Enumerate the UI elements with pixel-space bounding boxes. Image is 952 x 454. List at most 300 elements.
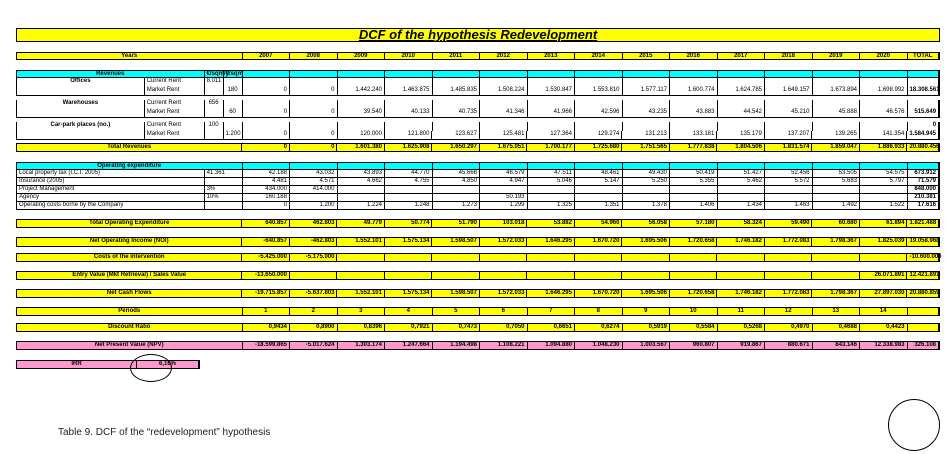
year-cell: 41.346 bbox=[480, 109, 528, 117]
year-cell bbox=[575, 254, 623, 261]
blank bbox=[205, 87, 224, 95]
year-cell bbox=[813, 100, 861, 109]
year-cell bbox=[718, 100, 766, 109]
year-cell: 1.600.774 bbox=[670, 87, 718, 95]
year-cell bbox=[813, 186, 861, 193]
year-cell: 1.552.101 bbox=[337, 238, 385, 246]
year-cell: 1.650.297 bbox=[432, 144, 480, 151]
year-cell: 1.247.664 bbox=[385, 342, 433, 349]
total-cell: 20.880.859 bbox=[909, 290, 940, 296]
year-cell: 43.893 bbox=[338, 170, 386, 177]
year-cell: 1.463.875 bbox=[385, 87, 433, 95]
year-cell bbox=[432, 272, 480, 279]
year-cell bbox=[337, 272, 385, 279]
years-label: Years bbox=[17, 53, 243, 59]
discount-cell: 0,7473 bbox=[433, 324, 481, 331]
year-cell: 45.888 bbox=[813, 109, 861, 117]
year-cell bbox=[860, 100, 908, 109]
year-cell: 5.147 bbox=[575, 178, 623, 185]
year-cell bbox=[670, 71, 718, 77]
rent-type: Current Rent bbox=[145, 122, 205, 131]
year-cell: 1.751.565 bbox=[622, 144, 670, 151]
year-cell bbox=[718, 122, 766, 131]
year-cell: 141.354 bbox=[860, 131, 907, 139]
year-cell: 1.303.174 bbox=[338, 342, 386, 349]
year-cell: 1.406 bbox=[670, 202, 718, 209]
irr-row bbox=[16, 360, 200, 369]
cashflow-row bbox=[16, 289, 940, 298]
year-cell: 46.576 bbox=[860, 109, 908, 117]
year-cell: 1.746.182 bbox=[717, 290, 765, 297]
year-cell: 60.680 bbox=[812, 220, 860, 227]
year-cell bbox=[433, 78, 481, 87]
year-cell bbox=[575, 100, 623, 109]
year-header: 2014 bbox=[575, 53, 623, 59]
offices-market bbox=[16, 87, 940, 96]
year-cell: 1.772.083 bbox=[765, 238, 813, 246]
year-cell bbox=[623, 122, 671, 131]
year-cell: 1.299 bbox=[480, 202, 528, 209]
year-cell: 4.850 bbox=[433, 178, 481, 185]
year-cell bbox=[480, 163, 528, 169]
year-cell: 131.213 bbox=[622, 131, 669, 139]
table-caption: Table 9. DCF of the “redevelopment” hypothesis bbox=[58, 427, 271, 438]
row-label: Operating costs borne by the Company bbox=[17, 202, 205, 209]
year-cell: 40.133 bbox=[385, 109, 433, 117]
year-header: 2019 bbox=[813, 53, 861, 59]
discount-cell: 0,7050 bbox=[480, 324, 528, 331]
year-cell: 129.274 bbox=[575, 131, 622, 139]
year-cell bbox=[480, 272, 528, 279]
warehouses-label: Warehouses bbox=[17, 100, 145, 109]
section-label: Operating expenditure bbox=[17, 163, 243, 169]
year-cell: 1.485.835 bbox=[433, 87, 481, 95]
year-cell: 45.210 bbox=[765, 109, 813, 117]
year-cell: 53.882 bbox=[527, 220, 575, 227]
discount-cell: 0,8900 bbox=[290, 324, 338, 331]
year-header: 2012 bbox=[480, 53, 528, 59]
year-cell: 120.000 bbox=[338, 131, 385, 139]
year-cell: 1.831.574 bbox=[765, 144, 813, 151]
year-cell: 56.058 bbox=[622, 220, 670, 227]
total-cell: 848.000 bbox=[908, 186, 940, 193]
year-cell bbox=[243, 100, 291, 109]
year-cell bbox=[860, 186, 908, 193]
year-cell: 123.627 bbox=[432, 131, 479, 139]
year-cell: 5.046 bbox=[528, 178, 576, 185]
period-cell: 1 bbox=[243, 308, 291, 315]
year-cell: 47.511 bbox=[528, 170, 576, 177]
year-cell bbox=[813, 194, 861, 201]
year-cell bbox=[243, 78, 291, 87]
unit-col: €/sqm/y bbox=[206, 71, 229, 77]
year-cell: 49.430 bbox=[623, 170, 671, 177]
rent-value: 60 bbox=[224, 109, 243, 117]
year-cell bbox=[860, 71, 908, 77]
year-cell: 462.803 bbox=[290, 220, 338, 227]
year-cell: 133.181 bbox=[670, 131, 717, 139]
year-cell: 1.577.117 bbox=[623, 87, 671, 95]
blank bbox=[17, 131, 145, 139]
year-cell: 4.571 bbox=[290, 178, 338, 185]
year-cell: 1.575.134 bbox=[385, 290, 433, 297]
year-cell bbox=[622, 272, 670, 279]
year-cell: 1.624.785 bbox=[718, 87, 766, 95]
year-cell bbox=[575, 194, 623, 201]
year-cell: 1.700.177 bbox=[527, 144, 575, 151]
year-cell: 59.490 bbox=[765, 220, 813, 227]
npv-highlight-circle bbox=[888, 399, 940, 451]
entry-row bbox=[16, 271, 940, 280]
year-cell bbox=[432, 254, 480, 261]
year-cell: 1.598.507 bbox=[432, 238, 480, 246]
year-cell bbox=[575, 71, 623, 77]
rent-type: Market Rent bbox=[145, 87, 205, 95]
year-cell bbox=[670, 163, 718, 169]
year-cell bbox=[765, 122, 813, 131]
blank bbox=[17, 109, 145, 117]
opex-row bbox=[16, 178, 940, 186]
year-cell: 49.779 bbox=[337, 220, 385, 227]
year-cell: 0 bbox=[243, 87, 291, 95]
row-label: Discount Ratio bbox=[17, 324, 243, 331]
discount-cell: 0,5268 bbox=[718, 324, 766, 331]
discount-row bbox=[16, 323, 940, 332]
year-cell: 1.572.033 bbox=[480, 238, 528, 246]
year-cell: 53.505 bbox=[813, 170, 861, 177]
row-label: Total Revenues bbox=[17, 144, 242, 151]
year-header: 2017 bbox=[718, 53, 766, 59]
year-cell bbox=[480, 78, 528, 87]
period-cell: 12 bbox=[765, 308, 813, 315]
year-cell: 0 bbox=[290, 87, 338, 95]
year-cell: 1.695.506 bbox=[622, 290, 670, 297]
year-cell: 44.770 bbox=[385, 170, 433, 177]
year-cell bbox=[765, 254, 813, 261]
year-cell: 139.265 bbox=[812, 131, 859, 139]
year-cell bbox=[433, 122, 481, 131]
year-cell bbox=[528, 71, 576, 77]
opex-row bbox=[16, 170, 940, 178]
row-label: Net Cash Flows bbox=[17, 290, 242, 297]
year-cell bbox=[860, 163, 908, 169]
blank bbox=[908, 308, 940, 315]
year-cell: 4.947 bbox=[480, 178, 528, 185]
year-cell bbox=[765, 163, 813, 169]
year-cell bbox=[528, 163, 576, 169]
year-cell bbox=[670, 186, 718, 193]
year-cell: -462.803 bbox=[290, 238, 338, 246]
discount-cell: 0,4688 bbox=[813, 324, 861, 331]
year-cell: 121.800 bbox=[385, 131, 432, 139]
year-cell bbox=[718, 78, 766, 87]
total-cell: 18.308.561 bbox=[909, 87, 940, 93]
year-cell: 1.720.658 bbox=[670, 290, 718, 297]
discount-cell: 0,6651 bbox=[528, 324, 576, 331]
total-cell bbox=[908, 78, 940, 87]
year-cell bbox=[480, 254, 528, 261]
year-cell bbox=[385, 254, 433, 261]
year-cell: 12.338.983 bbox=[860, 342, 908, 349]
year-cell: 125.481 bbox=[480, 131, 527, 139]
warehouses-current bbox=[16, 100, 940, 109]
pct-cell bbox=[205, 178, 243, 185]
year-cell bbox=[765, 186, 813, 193]
carpark-current bbox=[16, 122, 940, 131]
total-cell: 0 bbox=[908, 122, 940, 131]
year-cell: 1.649.157 bbox=[765, 87, 813, 95]
year-cell: 1.772.083 bbox=[765, 290, 813, 297]
year-cell: 1.646.295 bbox=[527, 290, 575, 297]
year-cell bbox=[290, 100, 338, 109]
year-cell: 1.108.221 bbox=[480, 342, 528, 349]
year-cell bbox=[575, 272, 623, 279]
pct-cell bbox=[205, 202, 243, 209]
year-cell bbox=[290, 71, 338, 77]
year-cell: 1.598.507 bbox=[432, 290, 480, 297]
year-cell: 1.553.810 bbox=[575, 87, 623, 95]
carpark-label: Car-park places (no.) bbox=[17, 122, 145, 131]
total-cell: 326.108 bbox=[908, 342, 940, 349]
blank bbox=[224, 122, 243, 131]
year-cell: 1.463 bbox=[765, 202, 813, 209]
total-cell: 210.381 bbox=[908, 194, 940, 201]
year-cell: 1.673.894 bbox=[813, 87, 861, 95]
year-cell bbox=[385, 122, 433, 131]
year-cell: 39.540 bbox=[338, 109, 386, 117]
year-header: 2016 bbox=[670, 53, 718, 59]
year-cell: 5.683 bbox=[813, 178, 861, 185]
year-cell: 45.666 bbox=[433, 170, 481, 177]
year-cell bbox=[338, 122, 386, 131]
year-cell: 0 bbox=[243, 202, 291, 209]
year-cell: -5.175.000 bbox=[290, 254, 338, 261]
year-cell bbox=[290, 122, 338, 131]
year-cell bbox=[812, 254, 860, 261]
blank bbox=[224, 78, 243, 87]
year-cell: 1.675.051 bbox=[480, 144, 528, 151]
year-cell bbox=[623, 163, 671, 169]
total-cell bbox=[908, 163, 940, 169]
npv-row bbox=[16, 341, 940, 350]
year-cell: 1.273 bbox=[433, 202, 481, 209]
year-cell: 1.825.039 bbox=[860, 238, 908, 246]
noi-row bbox=[16, 237, 940, 247]
total-header: TOTAL bbox=[908, 53, 940, 59]
total-cell: 71.579 bbox=[908, 178, 940, 185]
year-cell: 1.442.240 bbox=[338, 87, 386, 95]
year-cell bbox=[385, 186, 433, 193]
year-cell: 44.542 bbox=[718, 109, 766, 117]
year-cell: 1.224 bbox=[338, 202, 386, 209]
year-cell: 52.456 bbox=[765, 170, 813, 177]
year-cell: 50.419 bbox=[670, 170, 718, 177]
year-cell: 1.670.720 bbox=[575, 238, 623, 246]
year-cell bbox=[765, 71, 813, 77]
total-cell: 673.912 bbox=[908, 170, 940, 177]
year-cell: 1.886.933 bbox=[860, 144, 908, 151]
year-cell bbox=[433, 71, 481, 77]
year-cell bbox=[338, 163, 386, 169]
year-cell: 1.777.838 bbox=[670, 144, 718, 151]
year-cell bbox=[338, 186, 386, 193]
rent-value: 1.200 bbox=[225, 131, 241, 137]
year-cell: 5.355 bbox=[670, 178, 718, 185]
year-cell bbox=[385, 78, 433, 87]
irr-label: IRR bbox=[17, 361, 137, 368]
year-cell bbox=[813, 163, 861, 169]
year-cell bbox=[813, 122, 861, 131]
rent-type: Current Rent bbox=[145, 100, 205, 109]
year-cell bbox=[433, 100, 481, 109]
row-label: Net Present Value (NPV) bbox=[17, 342, 243, 349]
year-cell: 103.018 bbox=[480, 220, 528, 227]
period-cell: 13 bbox=[813, 308, 861, 315]
year-cell: 135.179 bbox=[717, 131, 764, 139]
year-cell bbox=[670, 194, 718, 201]
year-cell: 51.790 bbox=[432, 220, 480, 227]
year-header: 2009 bbox=[338, 53, 386, 59]
year-cell bbox=[575, 122, 623, 131]
year-cell: 4.755 bbox=[385, 178, 433, 185]
year-cell: 1.552.101 bbox=[337, 290, 385, 297]
year-cell bbox=[622, 254, 670, 261]
year-cell bbox=[718, 71, 766, 77]
discount-cell: 0,4423 bbox=[860, 324, 908, 331]
period-cell: 2 bbox=[290, 308, 338, 315]
year-cell bbox=[623, 100, 671, 109]
year-cell: 42.188 bbox=[243, 170, 291, 177]
year-header: 2015 bbox=[623, 53, 671, 59]
total-cell: 1.584.945 bbox=[907, 131, 939, 139]
year-cell: 0 bbox=[243, 109, 291, 117]
year-cell: 0 bbox=[242, 144, 290, 151]
sqm-value: 8.011 bbox=[205, 78, 224, 87]
year-cell: 1.492 bbox=[813, 202, 861, 209]
year-cell bbox=[528, 186, 576, 193]
pct-cell: 3% bbox=[205, 186, 243, 193]
year-cell: 1.575.134 bbox=[385, 238, 433, 246]
year-cell bbox=[338, 78, 386, 87]
year-cell: 1.601.380 bbox=[337, 144, 385, 151]
total-cell: -10.600.000 bbox=[909, 254, 942, 260]
year-cell bbox=[860, 194, 908, 201]
year-cell: 1.094.880 bbox=[528, 342, 576, 349]
year-header: 2008 bbox=[290, 53, 338, 59]
year-cell bbox=[670, 254, 718, 261]
year-cell: 1.859.047 bbox=[812, 144, 860, 151]
irr-value: 6,16% bbox=[137, 361, 199, 368]
period-cell: 9 bbox=[623, 308, 671, 315]
period-cell: 4 bbox=[385, 308, 433, 315]
year-cell bbox=[480, 71, 528, 77]
opex-row bbox=[16, 186, 940, 194]
year-cell bbox=[243, 122, 291, 131]
year-cell bbox=[385, 194, 433, 201]
year-cell bbox=[338, 71, 386, 77]
year-cell bbox=[290, 272, 338, 279]
row-label: Entry Value (Mkt Retrieval) / Sales Value bbox=[17, 272, 242, 279]
total-cell: 515.649 bbox=[908, 109, 940, 117]
year-cell: 1.804.506 bbox=[717, 144, 765, 151]
year-cell bbox=[433, 194, 481, 201]
year-cell bbox=[243, 163, 291, 169]
year-cell bbox=[812, 272, 860, 279]
period-cell: 14 bbox=[860, 308, 908, 315]
year-cell: -13.650.000 bbox=[242, 272, 290, 279]
year-cell: -5.017.624 bbox=[290, 342, 338, 349]
period-cell: 7 bbox=[528, 308, 576, 315]
year-cell bbox=[243, 71, 291, 77]
discount-cell: 0,7921 bbox=[385, 324, 433, 331]
rent-type: Market Rent bbox=[145, 109, 205, 117]
year-cell bbox=[718, 163, 766, 169]
year-cell bbox=[433, 163, 481, 169]
year-cell: 1.625.908 bbox=[385, 144, 433, 151]
row-label: Total Operating Expenditure bbox=[17, 220, 242, 227]
period-cell: 6 bbox=[480, 308, 528, 315]
year-cell: -18.599.865 bbox=[243, 342, 291, 349]
year-header: 2020 bbox=[860, 53, 908, 59]
discount-cell: 0,8396 bbox=[338, 324, 386, 331]
discount-cell: 0,5919 bbox=[623, 324, 671, 331]
year-cell bbox=[623, 71, 671, 77]
year-cell: 1.798.367 bbox=[812, 238, 860, 246]
year-cell bbox=[765, 272, 813, 279]
year-cell: 5.462 bbox=[718, 178, 766, 185]
total-opex-row bbox=[16, 219, 940, 228]
rent-type: Current Rent bbox=[145, 78, 205, 87]
year-cell: 54.575 bbox=[860, 170, 908, 177]
year-header: 2013 bbox=[528, 53, 576, 59]
year-cell: 4.481 bbox=[243, 178, 291, 185]
year-cell bbox=[433, 186, 481, 193]
year-cell bbox=[527, 254, 575, 261]
year-cell: 1.522 bbox=[860, 202, 908, 209]
year-cell bbox=[718, 186, 766, 193]
year-cell: 1.378 bbox=[623, 202, 671, 209]
year-cell: 1.200 bbox=[290, 202, 338, 209]
year-cell bbox=[385, 71, 433, 77]
sqm-value: 100 bbox=[205, 122, 224, 131]
period-cell: 3 bbox=[338, 308, 386, 315]
year-cell: 127.364 bbox=[527, 131, 574, 139]
year-cell bbox=[623, 194, 671, 201]
year-cell bbox=[290, 163, 338, 169]
year-cell: 0 bbox=[290, 144, 338, 151]
discount-cell: 0,6274 bbox=[575, 324, 623, 331]
year-cell bbox=[575, 186, 623, 193]
year-cell: 43.032 bbox=[290, 170, 338, 177]
pct-cell: 10% bbox=[205, 194, 243, 201]
total-cell: 17.616 bbox=[908, 202, 940, 209]
year-cell bbox=[860, 254, 908, 261]
offices-current bbox=[16, 78, 940, 87]
year-cell: 1.698.992 bbox=[860, 87, 908, 95]
year-cell bbox=[717, 272, 765, 279]
total-cell: 12.421.891 bbox=[909, 272, 940, 278]
year-cell: 61.894 bbox=[860, 220, 908, 227]
row-label: Local property tax (I.C.I. 2005) bbox=[17, 170, 205, 177]
year-cell: 1.351 bbox=[575, 202, 623, 209]
blank bbox=[205, 131, 224, 139]
period-cell: 8 bbox=[575, 308, 623, 315]
year-cell: 5.250 bbox=[623, 178, 671, 185]
year-cell: 919.867 bbox=[718, 342, 766, 349]
year-cell: 50.193 bbox=[480, 194, 528, 201]
blank bbox=[205, 109, 224, 117]
section-label: Revenues bbox=[17, 71, 205, 77]
